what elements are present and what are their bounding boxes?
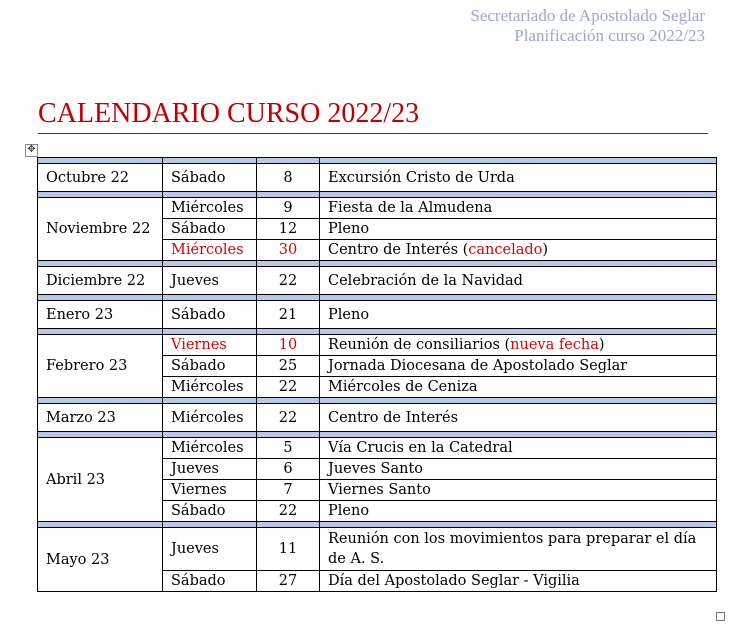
- event-desc: Reunión de consiliarios (: [328, 337, 511, 353]
- day-cell: 5: [257, 438, 320, 459]
- event-desc: Vía Crucis en la Catedral: [328, 440, 513, 456]
- event-note: cancelado: [468, 242, 543, 258]
- event-desc: Miércoles de Ceniza: [328, 379, 478, 395]
- day-cell: 12: [257, 219, 320, 240]
- table-row: [38, 301, 717, 329]
- event-desc-end: ): [542, 242, 549, 258]
- weekday-cell: Sábado: [163, 571, 257, 592]
- header-line-2: Planificación curso 2022/23: [514, 26, 705, 45]
- table-row: [38, 335, 717, 356]
- weekday-cell: Jueves: [163, 267, 257, 295]
- weekday-cell: Miércoles: [163, 377, 257, 398]
- event-desc: Centro de Interés: [328, 409, 459, 426]
- day-cell: 22: [257, 377, 320, 398]
- table-move-handle-icon[interactable]: ✥: [25, 144, 38, 157]
- event-desc: Día del Apostolado Seglar - Vigilia: [328, 573, 580, 589]
- day-cell: 22: [257, 501, 320, 522]
- event-cell: [320, 164, 717, 192]
- day-cell: 30: [257, 240, 320, 261]
- table-resize-handle[interactable]: [716, 612, 725, 621]
- table-row: [38, 164, 717, 192]
- document-header: [470, 6, 705, 46]
- event-cell: [320, 404, 717, 432]
- weekday-cell: Miércoles: [163, 198, 257, 219]
- day-cell: 6: [257, 459, 320, 480]
- event-cell: [320, 459, 717, 480]
- weekday-cell: Viernes: [163, 335, 257, 356]
- weekday-cell: Jueves: [163, 459, 257, 480]
- table-row: [38, 198, 717, 219]
- day-cell: 10: [257, 335, 320, 356]
- event-desc: Fiesta de la Almudena: [328, 200, 493, 216]
- day-cell: 9: [257, 198, 320, 219]
- month-cell: Enero 23: [38, 301, 163, 329]
- event-note: nueva fecha: [510, 337, 599, 353]
- event-cell: [320, 219, 717, 240]
- event-cell: [320, 335, 717, 356]
- weekday-cell: Miércoles: [163, 404, 257, 432]
- event-desc: Jornada Diocesana de Apostolado Seglar: [328, 358, 628, 374]
- day-cell: 21: [257, 301, 320, 329]
- day-cell: 22: [257, 267, 320, 295]
- event-cell: [320, 480, 717, 501]
- day-cell: 11: [257, 528, 320, 571]
- month-cell: Abril 23: [38, 438, 163, 522]
- event-cell: [320, 377, 717, 398]
- month-cell: Marzo 23: [38, 404, 163, 432]
- event-desc: Jueves Santo: [328, 461, 424, 477]
- header-line-1: Secretariado de Apostolado Seglar: [470, 6, 705, 25]
- weekday-cell: Miércoles: [163, 240, 257, 261]
- page-title: CALENDARIO CURSO 2022/23: [38, 98, 420, 129]
- title-underline: [38, 133, 708, 134]
- event-cell: [320, 267, 717, 295]
- event-desc: Celebración de la Navidad: [328, 272, 523, 289]
- month-cell: Octubre 22: [38, 164, 163, 192]
- table-row: [38, 528, 717, 571]
- table-row: [38, 438, 717, 459]
- event-cell: [320, 438, 717, 459]
- event-desc: Excursión Cristo de Urda: [328, 169, 515, 186]
- event-cell: [320, 528, 717, 571]
- day-cell: 27: [257, 571, 320, 592]
- weekday-cell: Sábado: [163, 301, 257, 329]
- event-cell: [320, 501, 717, 522]
- event-cell: [320, 198, 717, 219]
- event-cell: [320, 356, 717, 377]
- table-row: [38, 267, 717, 295]
- event-desc: Centro de Interés (: [328, 242, 469, 258]
- weekday-cell: Viernes: [163, 480, 257, 501]
- event-desc: Pleno: [328, 221, 370, 237]
- day-cell: 8: [257, 164, 320, 192]
- event-desc-end: ): [598, 337, 605, 353]
- month-cell: Mayo 23: [38, 528, 163, 592]
- event-cell: [320, 571, 717, 592]
- calendar-table: [37, 157, 717, 592]
- weekday-cell: Sábado: [163, 356, 257, 377]
- weekday-cell: Miércoles: [163, 438, 257, 459]
- day-cell: 7: [257, 480, 320, 501]
- month-cell: Diciembre 22: [38, 267, 163, 295]
- weekday-cell: Jueves: [163, 528, 257, 571]
- day-cell: 22: [257, 404, 320, 432]
- table-row: [38, 404, 717, 432]
- event-desc: Reunión con los movimientos para preparar el día de A. S.: [328, 531, 697, 567]
- weekday-cell: Sábado: [163, 501, 257, 522]
- weekday-cell: Sábado: [163, 164, 257, 192]
- event-desc: Viernes Santo: [328, 482, 431, 498]
- month-cell: Noviembre 22: [38, 198, 163, 261]
- event-desc: Pleno: [328, 306, 370, 323]
- event-cell: [320, 240, 717, 261]
- weekday-cell: Sábado: [163, 219, 257, 240]
- event-desc: Pleno: [328, 503, 370, 519]
- event-cell: [320, 301, 717, 329]
- day-cell: 25: [257, 356, 320, 377]
- month-cell: Febrero 23: [38, 335, 163, 398]
